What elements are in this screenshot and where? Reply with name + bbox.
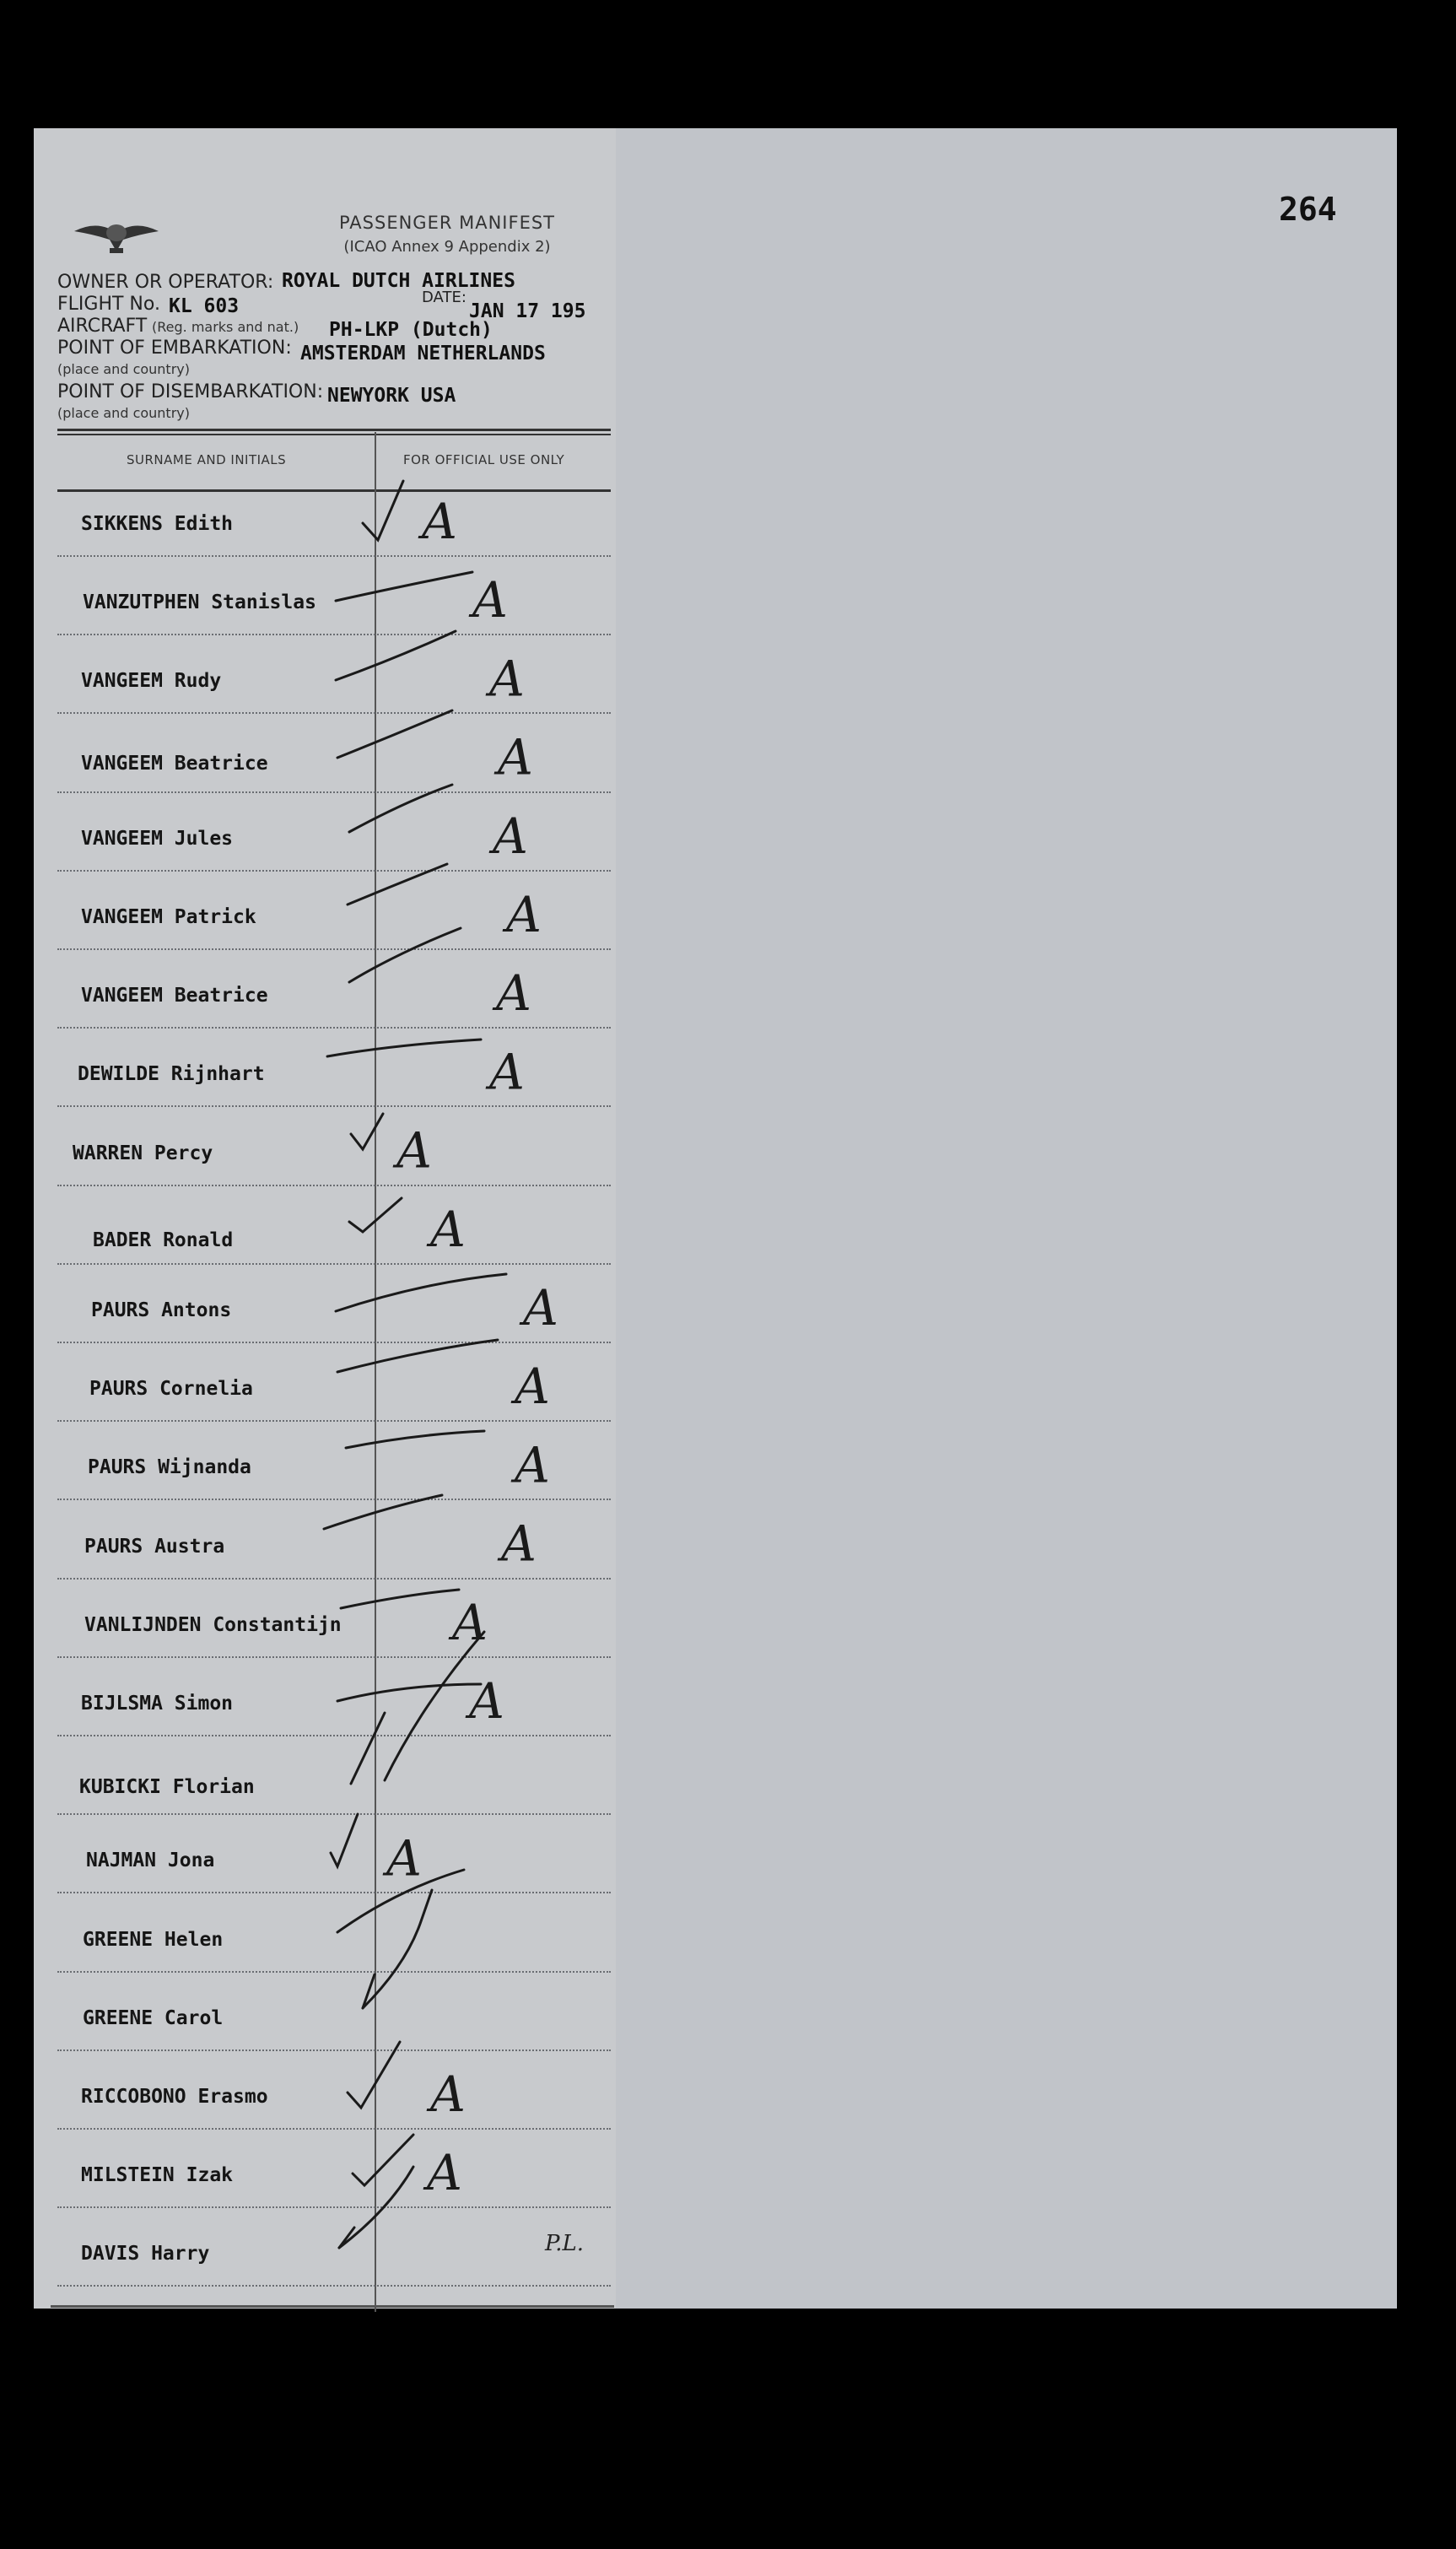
date-label: DATE: <box>422 289 466 306</box>
check-mark <box>331 1814 358 1866</box>
check-mark <box>348 2042 400 2108</box>
passenger-name: PAURS Cornelia <box>89 1378 253 1401</box>
check-mark <box>348 864 447 905</box>
passenger-name: WARREN Percy <box>73 1142 213 1164</box>
passenger-name: VANGEEM Rudy <box>81 670 222 693</box>
flight-label: FLIGHT No. <box>57 294 160 315</box>
check-mark <box>349 785 452 832</box>
date-value: JAN 17 195 <box>469 300 586 322</box>
passenger-name: NAJMAN Jona <box>86 1850 215 1872</box>
official-letter-a: A <box>427 2144 462 2202</box>
disembarkation-value: NEWYORK USA <box>327 385 456 407</box>
passenger-name: PAURS Antons <box>91 1299 232 1321</box>
check-mark <box>341 1590 459 1608</box>
check-mark <box>337 1340 498 1372</box>
check-mark <box>346 1431 484 1448</box>
passenger-name: PAURS Wijnanda <box>88 1456 251 1479</box>
official-letter-a: A <box>501 1515 537 1573</box>
official-letter-a: A <box>489 650 525 708</box>
aircraft-note: (Reg. marks and nat.) <box>152 319 299 335</box>
disembarkation-label: POINT OF DISEMBARKATION: <box>57 381 324 402</box>
embarkation-note: (place and country) <box>57 361 190 377</box>
check-mark <box>337 1632 484 1780</box>
passenger-name: GREENE Carol <box>83 2006 224 2029</box>
official-letter-a: A <box>430 1200 466 1258</box>
aircraft-label: AIRCRAFT <box>57 316 148 337</box>
embarkation-label: POINT OF EMBARKATION: <box>57 338 292 359</box>
operator-label: OWNER OR OPERATOR: <box>57 272 274 293</box>
check-mark <box>337 1870 464 2008</box>
official-letter-a: A <box>515 1358 550 1416</box>
official-letter-a: A <box>498 728 533 786</box>
check-mark <box>337 710 452 758</box>
official-letter-a: A <box>430 2066 466 2123</box>
passenger-name: VANZUTPHEN Stanislas <box>83 591 316 614</box>
passenger-name: VANGEEM Beatrice <box>81 752 268 775</box>
official-letter-a: A <box>506 886 542 943</box>
passenger-name: VANGEEM Jules <box>81 827 234 850</box>
passenger-name: RICCOBONO Erasmo <box>81 2086 268 2108</box>
flight-value: KL 603 <box>169 295 240 317</box>
official-letter-a: A <box>493 807 528 865</box>
official-letter-a: A <box>386 1829 422 1887</box>
check-mark <box>351 1713 385 1784</box>
passenger-name: KUBICKI Florian <box>79 1776 255 1799</box>
passenger-name: VANGEEM Beatrice <box>81 985 268 1007</box>
check-mark <box>339 2135 413 2248</box>
official-letter-a: A <box>472 571 508 629</box>
official-letter-a: A <box>496 964 531 1023</box>
passenger-name: PAURS Austra <box>84 1535 225 1558</box>
check-mark <box>336 572 472 601</box>
official-letter-a: A <box>515 1436 550 1494</box>
official-letter-a: A <box>523 1279 558 1337</box>
passenger-name: DAVIS Harry <box>81 2243 210 2265</box>
aircraft-value: PH-LKP (Dutch) <box>329 319 493 341</box>
check-mark <box>349 1198 402 1232</box>
operator-value: ROYAL DUTCH AIRLINES <box>282 270 515 292</box>
passenger-name: BIJLSMA Simon <box>81 1693 234 1715</box>
official-letter-a: A <box>396 1121 432 1180</box>
check-mark <box>349 928 461 982</box>
form-title: PASSENGER MANIFEST <box>338 213 556 233</box>
check-mark <box>324 1495 442 1529</box>
passenger-name: VANLIJNDEN Constantijn <box>84 1613 342 1636</box>
passenger-name: BADER Ronald <box>93 1229 234 1251</box>
official-letter-a: A <box>489 1043 525 1101</box>
passenger-name: VANGEEM Patrick <box>81 906 256 928</box>
passenger-name: GREENE Helen <box>83 1928 224 1951</box>
embarkation-value: AMSTERDAM NETHERLANDS <box>300 343 546 365</box>
passenger-name: MILSTEIN Izak <box>81 2164 234 2187</box>
column-header-official: FOR OFFICIAL USE ONLY <box>403 452 565 467</box>
check-mark <box>327 1040 481 1056</box>
passenger-name: SIKKENS Edith <box>81 513 234 535</box>
check-mark <box>336 631 456 680</box>
official-letter-a: A <box>452 1593 488 1651</box>
check-mark <box>351 1114 383 1149</box>
check-mark <box>363 481 403 540</box>
column-header-surname: SURNAME AND INITIALS <box>127 452 287 467</box>
page-number: 264 <box>1279 191 1337 228</box>
official-letter-a: A <box>422 493 457 550</box>
check-mark <box>336 1274 506 1311</box>
official-letter-a: A <box>469 1672 504 1730</box>
official-initials: P.L. <box>545 2231 585 2256</box>
disembarkation-note: (place and country) <box>57 405 190 421</box>
form-subtitle: (ICAO Annex 9 Appendix 2) <box>343 238 551 256</box>
passenger-name: DEWILDE Rijnhart <box>78 1063 265 1086</box>
